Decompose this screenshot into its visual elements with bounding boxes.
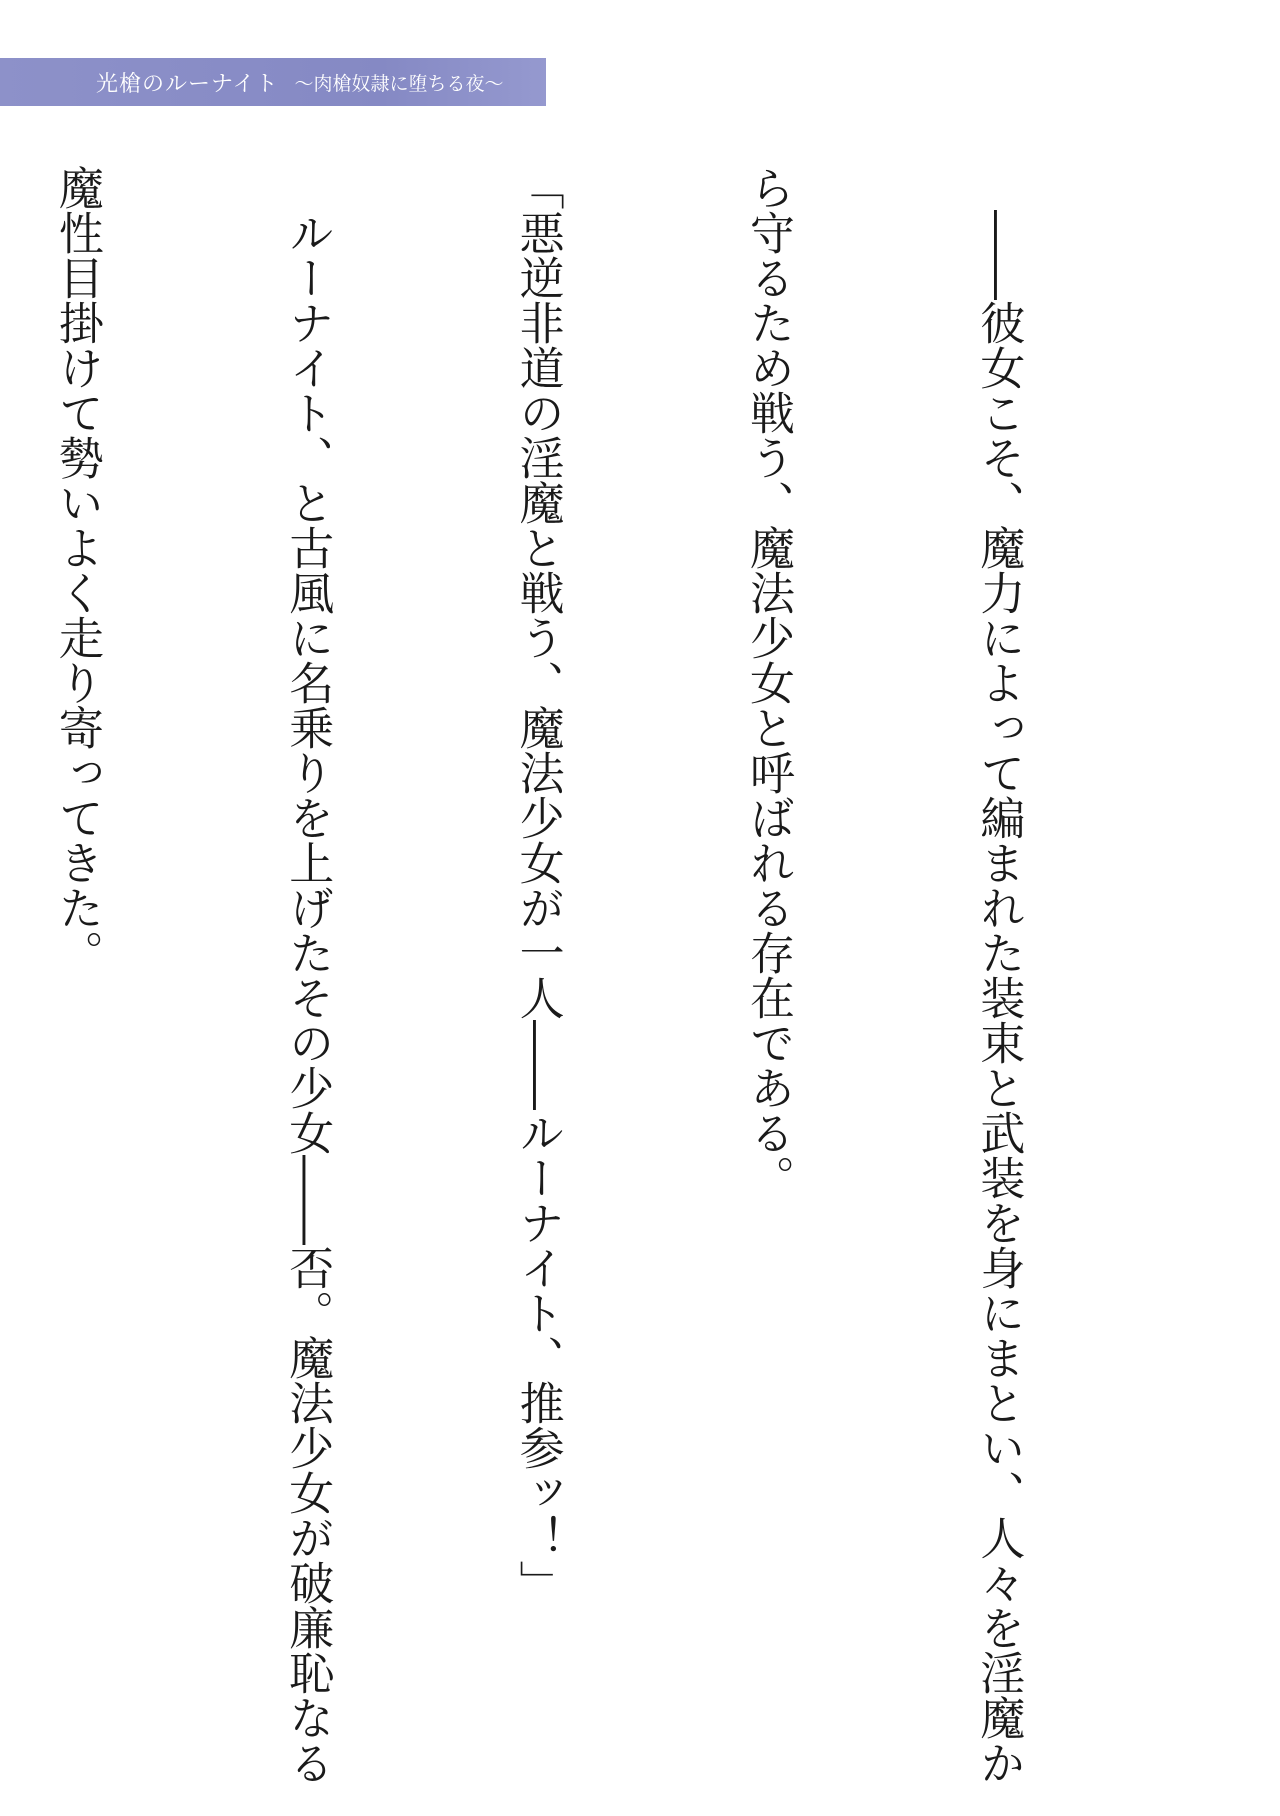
header-band — [0, 58, 546, 106]
text-line: 「悪逆非道の淫魔と戦う、魔法少女が一人――ルーナイト、推参ッ！」 — [511, 165, 565, 1605]
body-text — [50, 165, 1190, 1785]
text-line: ら守るため戦う、魔法少女と呼ばれる存在である。 — [742, 165, 796, 1200]
text-line: ――彼女こそ、魔力によって編まれた装束と武装を身にまとい、人々を淫魔か — [972, 165, 1026, 1785]
book-title: 光槍のルーナイト — [96, 71, 279, 97]
text-line: ルーナイト、と古風に名乗りを上げたその少女――否。魔法少女が破廉恥なる — [281, 165, 335, 1785]
text-line: 魔性目掛けて勢いよく走り寄ってきた。 — [50, 165, 104, 975]
book-subtitle: 〜肉槍奴隷に堕ちる夜〜 — [294, 72, 504, 95]
